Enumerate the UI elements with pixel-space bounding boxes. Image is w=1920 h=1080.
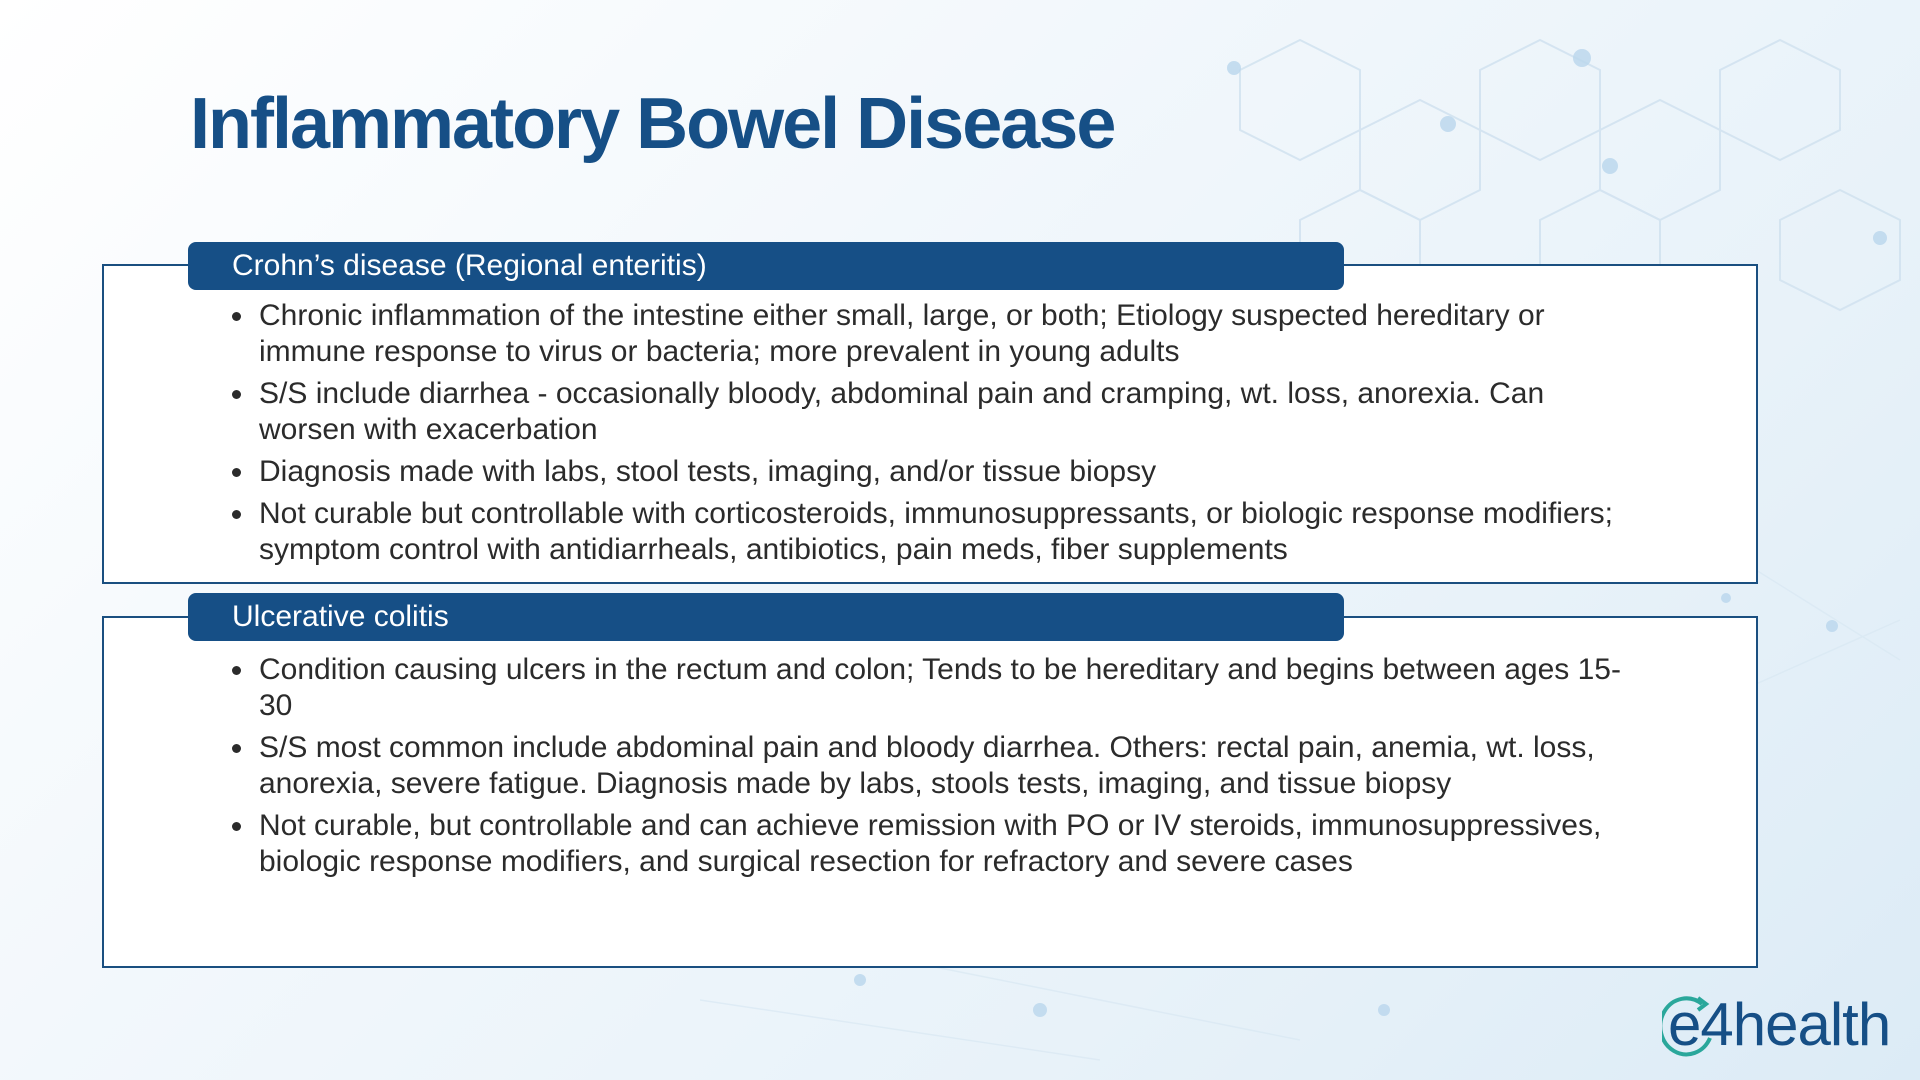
list-item <box>232 454 1636 490</box>
section-ulcerative-colitis <box>102 616 1758 968</box>
section-heading-ulcerative-colitis: Ulcerative colitis <box>188 593 1344 641</box>
bullet-text: Not curable but controllable with corticosteroids, immunosuppressants, or biologic response modifiers; symptom control with antidiarrheals, antibiotics, pain meds, fiber supplements <box>259 497 1613 566</box>
list-item <box>232 376 1636 448</box>
list-item <box>232 808 1636 880</box>
bullet-list <box>232 652 1636 886</box>
bullet-text: Not curable, but controllable and can achieve remission with PO or IV steroids, immunosuppressives, biologic response modifiers, and surgical resection for refractory and severe cases <box>259 809 1602 878</box>
list-item <box>232 496 1636 568</box>
e4health-logo <box>1668 990 1890 1060</box>
bullet-dot-icon <box>232 312 241 321</box>
bullet-dot-icon <box>232 666 241 675</box>
bullet-text: Chronic inflammation of the intestine either small, large, or both; Etiology suspected hereditary or immune response to virus or bacteria; more prevalent in young adults <box>259 299 1545 368</box>
bullet-text: Diagnosis made with labs, stool tests, imaging, and/or tissue biopsy <box>259 455 1157 488</box>
bullet-list <box>232 298 1636 574</box>
bullet-dot-icon <box>232 510 241 519</box>
bullet-text: S/S include diarrhea - occasionally bloody, abdominal pain and cramping, wt. loss, anorexia. Can worsen with exacerbation <box>259 377 1545 446</box>
section-crohns-disease <box>102 264 1758 584</box>
bullet-text: Condition causing ulcers in the rectum and colon; Tends to be hereditary and begins between ages 15-30 <box>259 653 1621 722</box>
bullet-dot-icon <box>232 468 241 477</box>
list-item <box>232 730 1636 802</box>
list-item <box>232 298 1636 370</box>
bullet-dot-icon <box>232 822 241 831</box>
logo-ring-icon <box>1662 994 1718 1058</box>
bullet-text: S/S most common include abdominal pain and bloody diarrhea. Others: rectal pain, anemia, wt. loss, anorexia, severe fatigue. Diagnosis made by labs, stools tests, imaging, and tissue biopsy <box>259 731 1595 800</box>
list-item <box>232 652 1636 724</box>
section-heading-crohns: Crohn’s disease (Regional enteritis) <box>188 242 1344 290</box>
bullet-dot-icon <box>232 744 241 753</box>
bullet-dot-icon <box>232 390 241 399</box>
logo-text: e4health <box>1668 991 1891 1058</box>
slide-title: Inflammatory Bowel Disease <box>190 84 1115 164</box>
